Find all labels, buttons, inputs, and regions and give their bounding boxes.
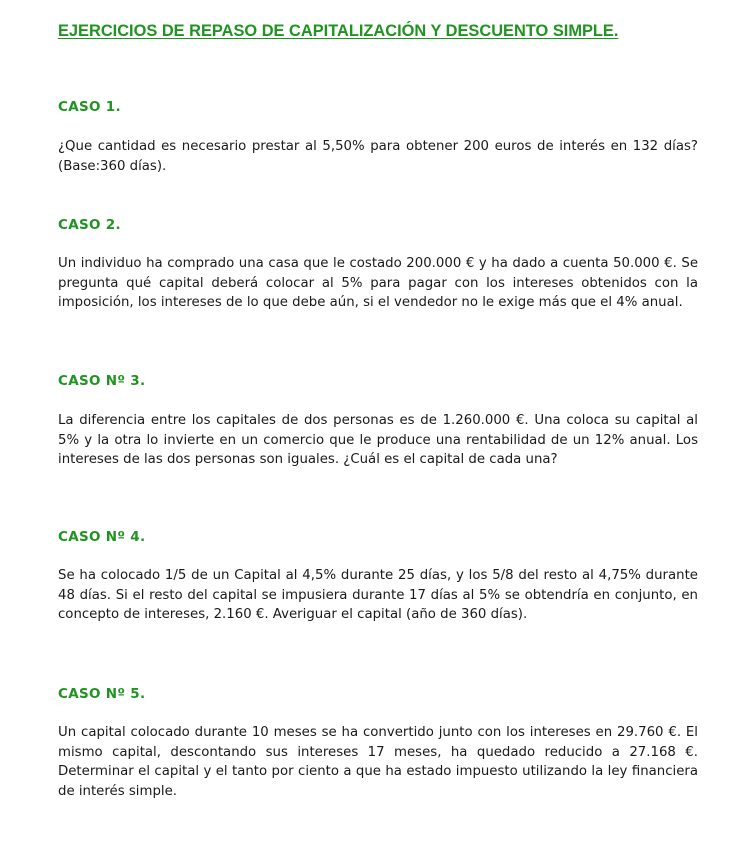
case-5-text: Un capital colocado durante 10 meses se ha convertido junto con los intereses en 29.760 €. El mismo capital, descontando sus intereses 17 meses, ha quedado reducido a 27.168 €. Determinar el capital y el tanto por ciento a que ha estado impuesto utilizando la ley financiera de interés simple.	[58, 725, 698, 799]
case-3-heading: CASO Nº 3.	[58, 373, 146, 389]
case-3-text: La diferencia entre los capitales de dos personas es de 1.260.000 €. Una coloca su capital al 5% y la otra lo invierte en un comercio que le produce una rentabilidad de un 12% anual. Los intereses de las dos personas son iguales. ¿Cuál es el capital de cada una?	[58, 413, 698, 467]
case-1-heading: CASO 1.	[58, 99, 121, 115]
case-2-heading: CASO 2.	[58, 217, 121, 233]
case-5-heading: CASO Nº 5.	[58, 686, 146, 702]
case-1-text: ¿Que cantidad es necesario prestar al 5,50% para obtener 200 euros de interés en 132 días? (Base:360 días).	[58, 139, 698, 174]
case-4-text: Se ha colocado 1/5 de un Capital al 4,5% durante 25 días, y los 5/8 del resto al 4,75% durante 48 días. Si el resto del capital se impusiera durante 17 días al 5% se obtendría en conjunto, en concepto de intereses, 2.160 €. Averiguar el capital (año de 360 días).	[58, 568, 698, 622]
case-2-text: Un individuo ha comprado una casa que le costado 200.000 € y ha dado a cuenta 50.000 €. Se pregunta qué capital deberá colocar al 5% para pagar con los intereses obtenidos con la imposición, los intereses de lo que debe aún, si el vendedor no le exige más que el 4% anual.	[58, 256, 698, 310]
document-title: EJERCICIOS DE REPASO DE CAPITALIZACIÓN Y DESCUENTO SIMPLE.	[58, 22, 619, 40]
case-4-heading: CASO Nº 4.	[58, 529, 146, 545]
